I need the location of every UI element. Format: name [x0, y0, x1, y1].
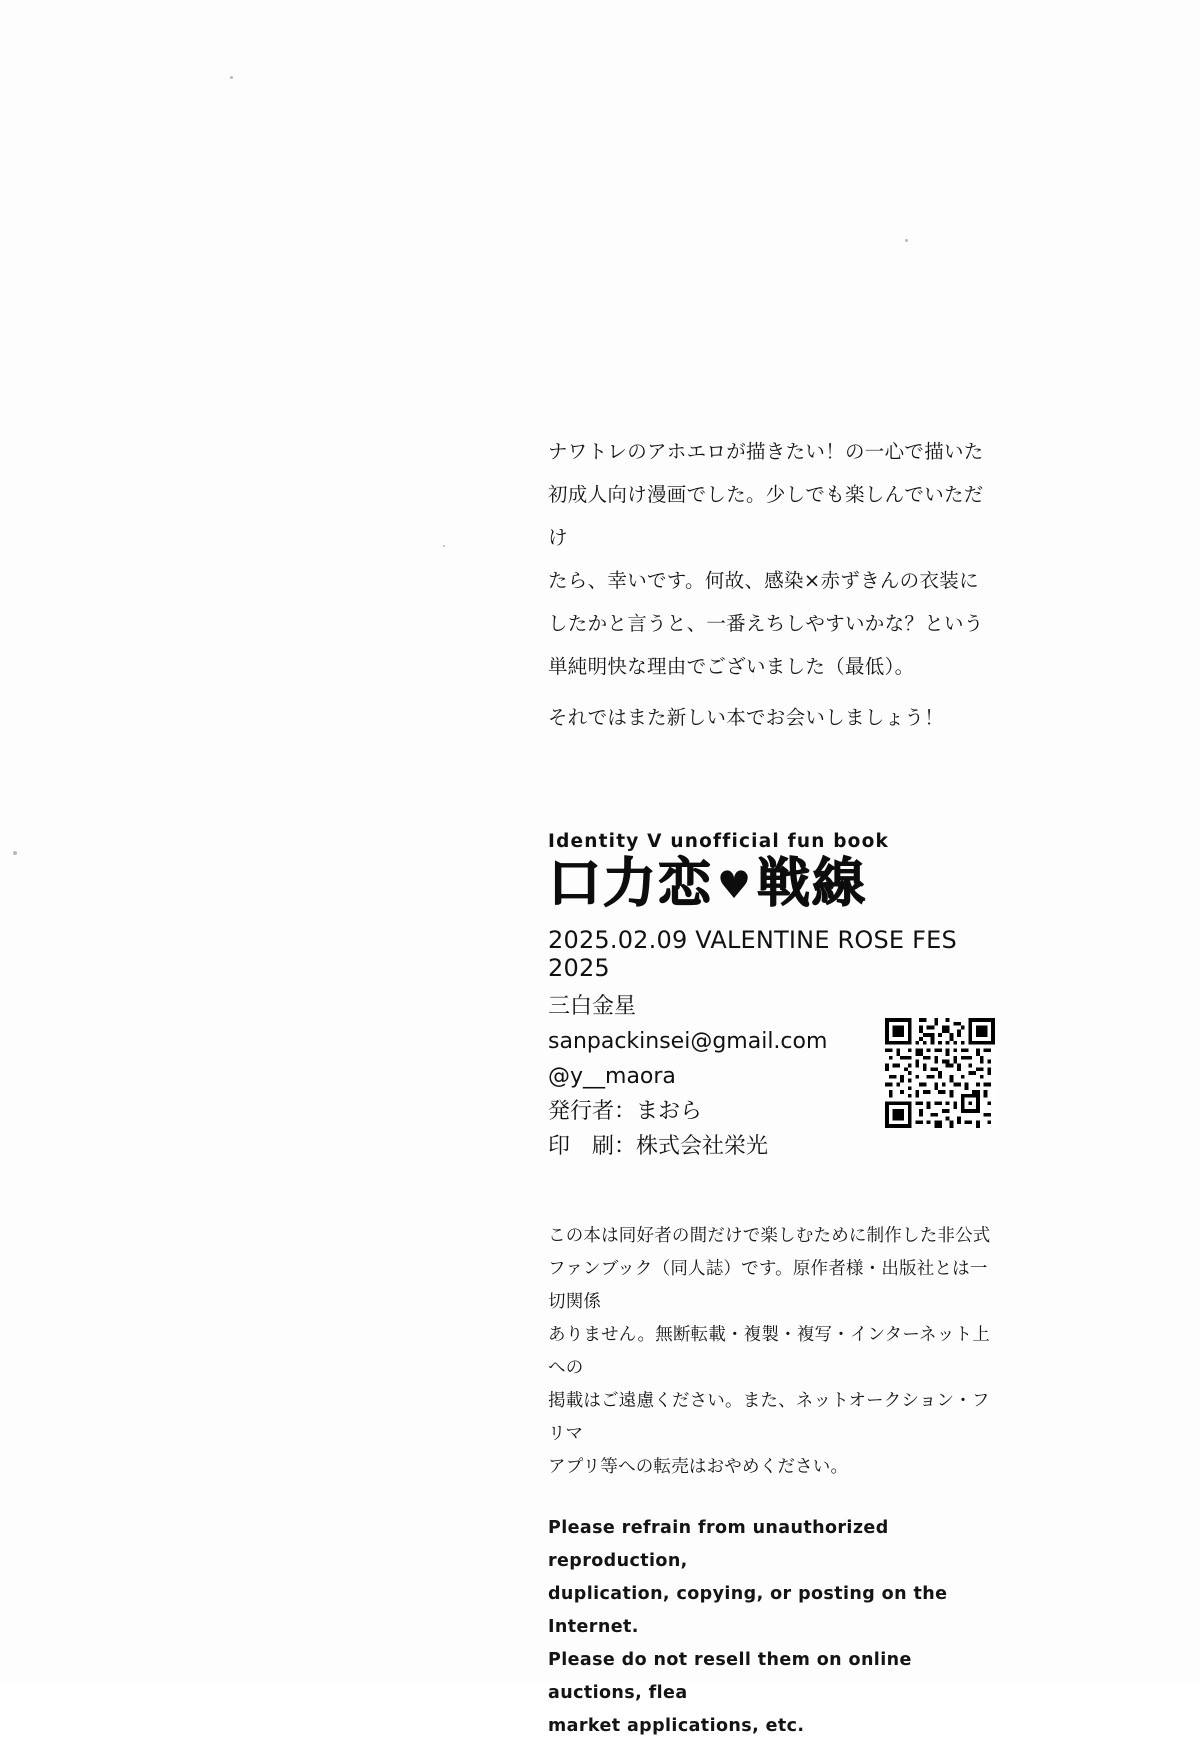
- book-title-part1: 口力恋: [548, 853, 713, 914]
- book-title-part2: 戦線: [757, 853, 868, 914]
- afterword-text: [548, 430, 1000, 739]
- circle-name: 三白金星: [548, 993, 637, 1019]
- publisher-name: 発行者：まおら: [548, 1098, 703, 1124]
- notice-en-line: Please do not resell them on online auctions, flea: [548, 1649, 912, 1703]
- notice-english: [548, 1512, 1000, 1743]
- printer-name: 印 刷：株式会社栄光: [548, 1133, 769, 1159]
- sns-handle[interactable]: @y__maora: [548, 1063, 676, 1089]
- notice-en-line: Please refrain from unauthorized reproduction,: [548, 1517, 889, 1571]
- afterword-line: たら、幸いです。何故、感染×赤ずきんの衣装に: [548, 569, 979, 592]
- notice-jp-line: アプリ等への転売はおやめください。: [548, 1456, 849, 1477]
- scan-speck: [230, 76, 233, 79]
- notice-jp-line: 掲載はご遠慮ください。また、ネットオークション・フリマ: [548, 1390, 990, 1444]
- afterword-line: 初成人向け漫画でした。少しでも楽しんでいただけ: [548, 483, 984, 549]
- afterword-line: 単純明快な理由でございました（最低）。: [548, 655, 915, 678]
- notice-en-line: market applications, etc.: [548, 1715, 805, 1736]
- publication-meta: [548, 989, 1000, 1164]
- notice-jp-line: この本は同好者の間だけで楽しむために制作した非公式: [548, 1225, 991, 1246]
- afterword-line: したかと言うと、一番えちしやすいかな？という: [548, 612, 984, 635]
- notice-jp-line: ありません。無断転載・複製・複写・インターネット上への: [548, 1324, 990, 1378]
- afterword-line: ナワトレのアホエロが描きたい！の一心で描いた: [548, 440, 984, 463]
- afterword-closing: それではまた新しい本でお会いしましょう！: [548, 706, 945, 729]
- scan-speck: [13, 851, 17, 855]
- event-info: 2025.02.09 VALENTINE ROSE FES 2025: [548, 925, 957, 982]
- notice-japanese: [548, 1220, 1000, 1484]
- notice-en-line: duplication, copying, or posting on the Internet.: [548, 1583, 948, 1637]
- contact-email[interactable]: sanpackinsei@gmail.com: [548, 1028, 828, 1054]
- book-subtitle-en: Identity V unofficial fun book: [548, 831, 889, 852]
- book-title: [548, 853, 1000, 914]
- scan-speck: [905, 239, 908, 242]
- colophon-block: [548, 430, 1000, 1743]
- notice-jp-line: ファンブック（同人誌）です。原作者様・出版社とは一切関係: [548, 1258, 988, 1312]
- scan-speck: [443, 545, 445, 547]
- heart-icon: ♥: [717, 862, 754, 907]
